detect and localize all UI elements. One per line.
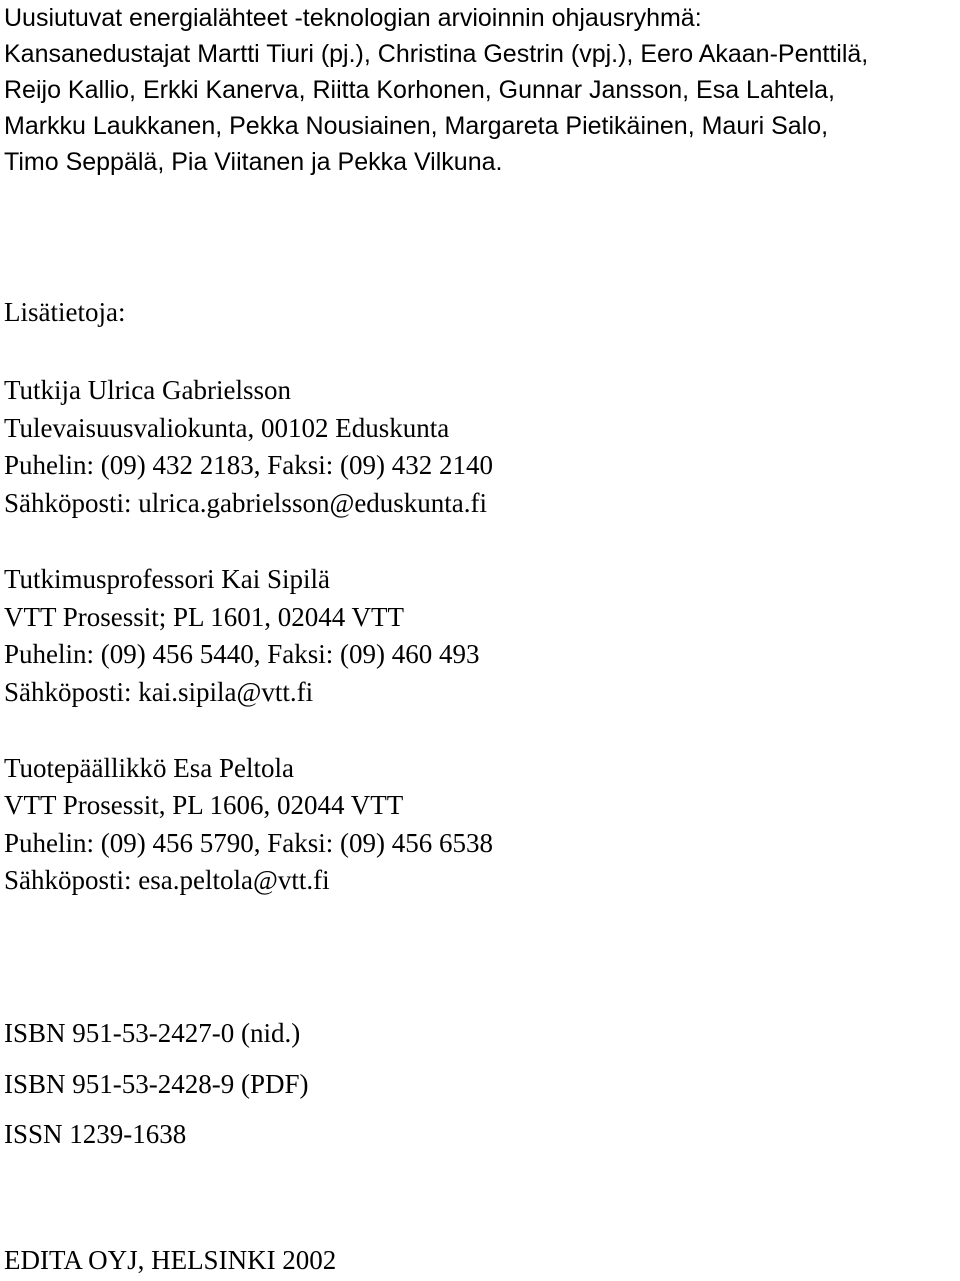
contact-name: Tutkimusprofessori Kai Sipilä <box>4 564 331 594</box>
contact-address: VTT Prosessit; PL 1601, 02044 VTT <box>4 602 405 632</box>
steering-group-paragraph <box>4 0 868 180</box>
contact-name: Tutkija Ulrica Gabrielsson <box>4 375 291 405</box>
contact-phone: Puhelin: (09) 456 5790, Faksi: (09) 456 6538 <box>4 828 493 858</box>
steering-group-members-line: Kansanedustajat Martti Tiuri (pj.), Christina Gestrin (vpj.), Eero Akaan-Penttilä, <box>4 40 869 68</box>
issn: ISSN 1239-1638 <box>4 1119 187 1149</box>
steering-group-members-line: Reijo Kallio, Erkki Kanerva, Riitta Korhonen, Gunnar Jansson, Esa Lahtela, <box>4 76 836 104</box>
steering-group-members-line: Markku Laukkanen, Pekka Nousiainen, Margareta Pietikäinen, Mauri Salo, <box>4 112 829 140</box>
steering-group-heading-line: Uusiutuvat energialähteet -teknologian arvioinnin ohjausryhmä: <box>4 4 702 32</box>
contact-phone: Puhelin: (09) 456 5440, Faksi: (09) 460 493 <box>4 639 480 669</box>
isbn-pdf: ISBN 951-53-2428-9 (PDF) <box>4 1069 309 1099</box>
contact-email: Sähköposti: esa.peltola@vtt.fi <box>4 865 330 895</box>
contact-phone: Puhelin: (09) 432 2183, Faksi: (09) 432 2140 <box>4 450 493 480</box>
publisher-imprint: EDITA OYJ, HELSINKI 2002 <box>4 1245 337 1275</box>
contact-email: Sähköposti: ulrica.gabrielsson@eduskunta.fi <box>4 488 488 518</box>
steering-group-members-line: Timo Seppälä, Pia Viitanen ja Pekka Vilkuna. <box>4 148 503 176</box>
contact-email: Sähköposti: kai.sipila@vtt.fi <box>4 677 314 707</box>
contact-name: Tuotepäällikkö Esa Peltola <box>4 753 294 783</box>
contact-address: VTT Prosessit, PL 1606, 02044 VTT <box>4 790 404 820</box>
contact-address: Tulevaisuusvaliokunta, 00102 Eduskunta <box>4 413 450 443</box>
more-info-heading: Lisätietoja: <box>4 297 126 327</box>
isbn-print: ISBN 951-53-2427-0 (nid.) <box>4 1018 301 1048</box>
